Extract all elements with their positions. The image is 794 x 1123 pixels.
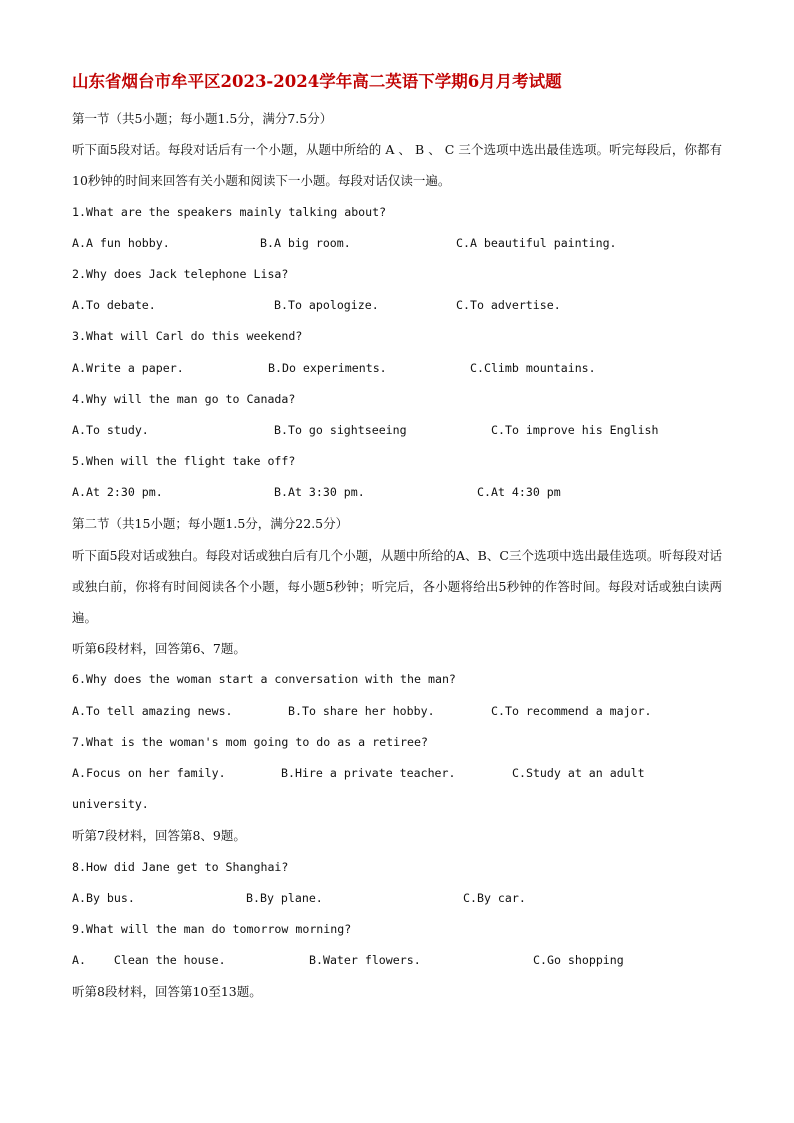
question-7-option-c-continued: university.	[72, 797, 149, 812]
option-c: C.At 4:30 pm	[477, 485, 561, 500]
option-a: A.To study.	[72, 422, 149, 437]
option-a: A. Clean the house.	[72, 953, 226, 968]
option-c: C.By car.	[463, 890, 526, 905]
option-c: C.Go shopping	[533, 953, 624, 968]
option-c: C.To advertise.	[456, 298, 561, 313]
question-4-stem: 4.Why will the man go to Canada?	[72, 391, 296, 406]
part-8-heading: 听第8段材料，回答第10至13题。	[72, 984, 262, 1000]
question-2-stem: 2.Why does Jack telephone Lisa?	[72, 266, 289, 281]
question-8-stem: 8.How did Jane get to Shanghai?	[72, 859, 289, 874]
part-7-heading: 听第7段材料，回答第8、9题。	[72, 828, 246, 844]
question-4-options	[72, 415, 734, 446]
question-3-stem: 3.What will Carl do this weekend?	[72, 329, 303, 344]
question-3-options	[72, 353, 734, 384]
part-6-heading: 听第6段材料，回答第6、7题。	[72, 641, 246, 657]
section1-header: 第一节（共5小题；每小题1.5分，满分7.5分）	[72, 111, 333, 126]
option-b: B.To go sightseeing	[274, 422, 407, 437]
option-c: C.Climb mountains.	[470, 360, 596, 375]
question-2-options	[72, 290, 734, 321]
question-5-stem: 5.When will the flight take off?	[72, 454, 296, 469]
option-b: B.A big room.	[260, 235, 351, 250]
section2-header: 第二节（共15小题；每小题1.5分，满分22.5分）	[72, 516, 349, 532]
option-b: B.Do experiments.	[268, 360, 387, 375]
option-a: A.A fun hobby.	[72, 235, 170, 250]
option-a: A.At 2:30 pm.	[72, 485, 163, 500]
document-title: 山东省烟台市牟平区2023-2024学年高二英语下学期6月月考试题	[72, 72, 562, 91]
option-a: A.By bus.	[72, 890, 135, 905]
option-b: B.Hire a private teacher.	[281, 766, 456, 781]
question-1-stem: 1.What are the speakers mainly talking about?	[72, 204, 387, 219]
question-6-options	[72, 696, 734, 727]
option-a: A.To tell amazing news.	[72, 703, 233, 718]
option-b: B.To share her hobby.	[288, 703, 435, 718]
question-6-stem: 6.Why does the woman start a conversation with the man?	[72, 672, 456, 687]
option-c: C.To recommend a major.	[491, 703, 652, 718]
question-8-options	[72, 883, 734, 914]
option-b: B.At 3:30 pm.	[274, 485, 365, 500]
option-c: C.To improve his English	[491, 422, 659, 437]
option-c: C.Study at an adult	[512, 766, 645, 781]
question-9-stem: 9.What will the man do tomorrow morning?	[72, 921, 352, 936]
question-7-options	[72, 758, 734, 789]
option-c: C.A beautiful painting.	[456, 235, 617, 250]
option-a: A.Focus on her family.	[72, 766, 226, 781]
question-9-options	[72, 945, 734, 976]
question-7-stem: 7.What is the woman's mom going to do as a retiree?	[72, 734, 428, 749]
option-b: B.To apologize.	[274, 298, 379, 313]
option-b: B.Water flowers.	[309, 953, 421, 968]
option-a: A.To debate.	[72, 298, 156, 313]
option-a: A.Write a paper.	[72, 360, 184, 375]
section1-instructions: 听下面5段对话。每段对话后有一个小题，从题中所给的 A 、 B 、 C 三个选项中选出最佳选项。听完每段后，你都有10秒钟的时间来回答有关小题和阅读下一小题。每段对话仅读一遍。	[72, 142, 722, 189]
option-b: B.By plane.	[246, 890, 323, 905]
question-1-options	[72, 228, 734, 259]
section2-instructions: 听下面5段对话或独白。每段对话或独白后有几个小题，从题中所给的A、B、C三个选项中选出最佳选项。听每段对话或独白前，你将有时间阅读各个小题，每小题5秒钟；听完后，各小题将给出5秒钟的作答时间。每段对话或独白读两遍。	[72, 547, 722, 626]
question-5-options	[72, 477, 734, 508]
